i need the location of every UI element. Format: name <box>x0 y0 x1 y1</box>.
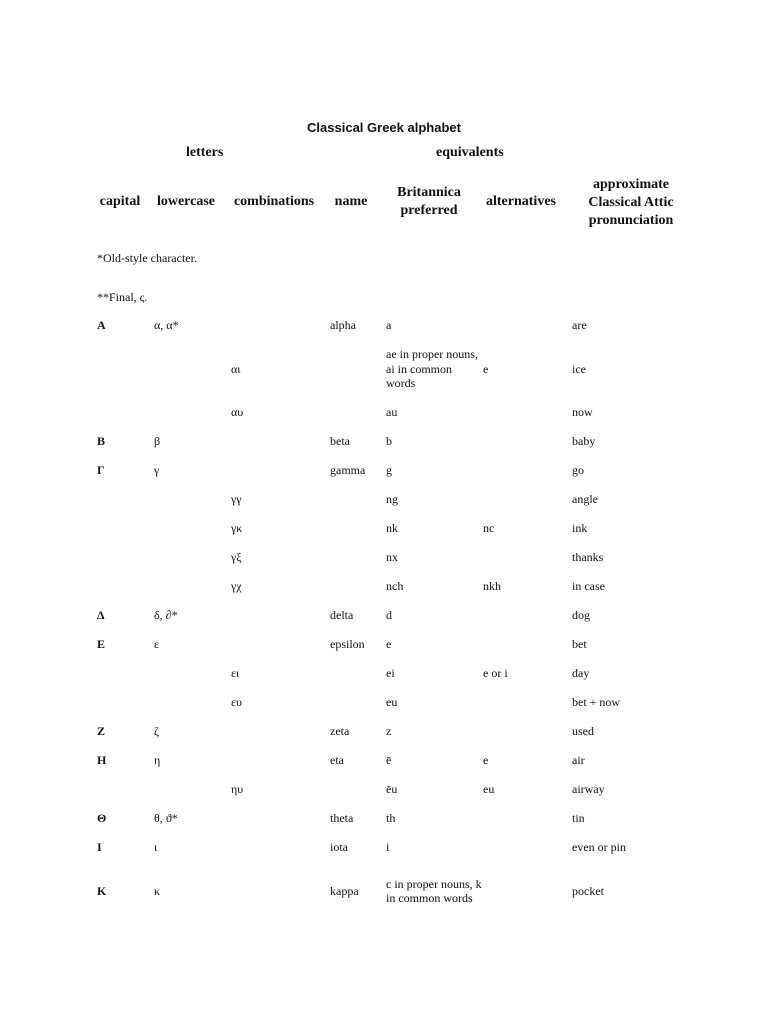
row-margin <box>0 427 97 456</box>
lowercase-letter-cell: κ <box>154 883 161 898</box>
alternative-cell <box>483 427 572 456</box>
pronunciation-cell: day <box>572 666 590 681</box>
capital-letter-cell <box>97 485 154 514</box>
lowercase-letter-cell <box>154 398 231 427</box>
table-row <box>0 456 768 485</box>
combination-cell <box>231 862 330 920</box>
pronunciation-cell: are <box>572 318 587 333</box>
table-row <box>0 659 768 688</box>
column-header-capital: capital <box>99 194 141 209</box>
alternative-cell <box>483 688 572 717</box>
combination-cell <box>231 746 330 775</box>
pronunciation-cell: tin <box>572 811 585 826</box>
combination-cell: γχ <box>231 579 242 594</box>
combination-cell: αι <box>231 361 241 376</box>
letter-name-cell: iota <box>330 840 348 855</box>
table-row <box>0 601 768 630</box>
column-header-lowercase: lowercase <box>156 194 216 209</box>
row-margin <box>0 572 97 601</box>
combination-cell <box>231 456 330 485</box>
capital-letter-cell: Ι <box>97 840 102 855</box>
pronunciation-cell: dog <box>572 608 590 623</box>
lowercase-letter-cell <box>154 775 231 804</box>
capital-letter-cell <box>97 398 154 427</box>
letter-name-cell <box>330 659 386 688</box>
table-row <box>0 485 768 514</box>
letter-name-cell <box>330 514 386 543</box>
row-margin <box>0 746 97 775</box>
table-row <box>0 833 768 862</box>
capital-letter-cell <box>97 775 154 804</box>
britannica-preferred-cell: e <box>386 637 392 652</box>
footnote-final-sigma: **Final, ς. <box>97 290 148 304</box>
capital-letter-cell: Β <box>97 434 106 449</box>
pronunciation-cell: angle <box>572 492 598 507</box>
group-heading-equivalents: equivalents <box>436 145 504 160</box>
row-margin <box>0 659 97 688</box>
letter-name-cell: epsilon <box>330 637 365 652</box>
britannica-preferred-cell: c in proper nouns, k in common words <box>386 876 482 905</box>
table-row <box>0 340 768 398</box>
letter-name-cell <box>330 572 386 601</box>
row-margin <box>0 543 97 572</box>
alphabet-table <box>0 311 768 920</box>
letter-name-cell <box>330 543 386 572</box>
table-row <box>0 688 768 717</box>
lowercase-letter-cell <box>154 543 231 572</box>
row-margin <box>0 514 97 543</box>
letter-name-cell: eta <box>330 753 344 768</box>
capital-letter-cell <box>97 659 154 688</box>
britannica-preferred-cell: ae in proper nouns, ai in common words <box>386 347 478 391</box>
alternative-cell <box>483 804 572 833</box>
combination-cell <box>231 717 330 746</box>
britannica-preferred-cell: au <box>386 405 398 420</box>
capital-letter-cell: Δ <box>97 608 105 623</box>
letter-name-cell: alpha <box>330 318 356 333</box>
row-margin <box>0 456 97 485</box>
lowercase-letter-cell: ι <box>154 840 158 855</box>
column-header-pronunciation: approximate Classical Attic pronunciation <box>588 177 674 228</box>
combination-cell: γξ <box>231 550 242 565</box>
britannica-preferred-cell: b <box>386 434 392 449</box>
lowercase-letter-cell: η <box>154 753 161 768</box>
table-row <box>0 543 768 572</box>
lowercase-letter-cell <box>154 572 231 601</box>
footnote-old-style: *Old-style character. <box>97 251 197 265</box>
table-row <box>0 862 768 920</box>
row-margin <box>0 775 97 804</box>
britannica-preferred-cell: ng <box>386 492 398 507</box>
pronunciation-cell: airway <box>572 782 605 797</box>
britannica-preferred-cell: i <box>386 840 390 855</box>
britannica-preferred-cell: nch <box>386 579 404 594</box>
alternative-cell <box>483 717 572 746</box>
britannica-preferred-cell: eu <box>386 695 398 710</box>
table-row <box>0 572 768 601</box>
combination-cell <box>231 804 330 833</box>
column-header-britannica-preferred: Britannica preferred <box>397 185 461 218</box>
row-margin <box>0 833 97 862</box>
capital-letter-cell: Α <box>97 318 106 333</box>
column-header-name: name <box>334 194 368 209</box>
table-row <box>0 717 768 746</box>
table-row <box>0 398 768 427</box>
row-margin <box>0 688 97 717</box>
row-margin <box>0 630 97 659</box>
capital-letter-cell: Η <box>97 753 107 768</box>
pronunciation-cell: in case <box>572 579 605 594</box>
lowercase-letter-cell <box>154 340 231 398</box>
britannica-preferred-cell: g <box>386 463 392 478</box>
combination-cell: ηυ <box>231 782 244 797</box>
row-margin <box>0 601 97 630</box>
table-row <box>0 630 768 659</box>
lowercase-letter-cell: ε <box>154 637 160 652</box>
alternative-cell <box>483 311 572 340</box>
combination-cell: ευ <box>231 695 242 710</box>
capital-letter-cell: Θ <box>97 811 107 826</box>
table-row <box>0 427 768 456</box>
alternative-cell: e <box>483 753 489 768</box>
lowercase-letter-cell: θ, ϑ* <box>154 811 178 826</box>
pronunciation-cell: air <box>572 753 585 768</box>
britannica-preferred-cell: nk <box>386 521 398 536</box>
alternative-cell: nkh <box>483 579 501 594</box>
lowercase-letter-cell <box>154 659 231 688</box>
alternative-cell <box>483 485 572 514</box>
britannica-preferred-cell: d <box>386 608 392 623</box>
lowercase-letter-cell: β <box>154 434 161 449</box>
britannica-preferred-cell: ē <box>386 753 392 768</box>
alternative-cell <box>483 398 572 427</box>
alternative-cell <box>483 630 572 659</box>
pronunciation-cell: pocket <box>572 883 604 898</box>
row-margin <box>0 398 97 427</box>
alternative-cell <box>483 833 572 862</box>
britannica-preferred-cell: nx <box>386 550 398 565</box>
lowercase-letter-cell <box>154 514 231 543</box>
capital-letter-cell <box>97 340 154 398</box>
row-margin <box>0 485 97 514</box>
page-title: Classical Greek alphabet <box>307 120 461 135</box>
capital-letter-cell: Ε <box>97 637 106 652</box>
pronunciation-cell: baby <box>572 434 596 449</box>
table-row <box>0 311 768 340</box>
alternative-cell: nc <box>483 521 495 536</box>
alternative-cell <box>483 862 572 920</box>
britannica-preferred-cell: a <box>386 318 392 333</box>
combination-cell <box>231 311 330 340</box>
combination-cell <box>231 630 330 659</box>
britannica-preferred-cell: ēu <box>386 782 398 797</box>
capital-letter-cell <box>97 514 154 543</box>
alternative-cell: eu <box>483 782 495 797</box>
pronunciation-cell: bet <box>572 637 587 652</box>
letter-name-cell: zeta <box>330 724 350 739</box>
lowercase-letter-cell: δ, ∂* <box>154 608 178 623</box>
letter-name-cell: delta <box>330 608 354 623</box>
alternative-cell: e or i <box>483 666 508 681</box>
table-row <box>0 775 768 804</box>
group-heading-letters: letters <box>186 145 224 160</box>
lowercase-letter-cell: α, α* <box>154 318 179 333</box>
combination-cell <box>231 427 330 456</box>
capital-letter-cell: Ζ <box>97 724 106 739</box>
row-margin <box>0 717 97 746</box>
pronunciation-cell: ice <box>572 361 586 376</box>
capital-letter-cell: Γ <box>97 463 105 478</box>
capital-letter-cell <box>97 688 154 717</box>
pronunciation-cell: used <box>572 724 594 739</box>
alternative-cell <box>483 543 572 572</box>
combination-cell: αυ <box>231 405 244 420</box>
capital-letter-cell: Κ <box>97 883 107 898</box>
britannica-preferred-cell: th <box>386 811 396 826</box>
lowercase-letter-cell <box>154 688 231 717</box>
table-row <box>0 746 768 775</box>
lowercase-letter-cell <box>154 485 231 514</box>
letter-name-cell: beta <box>330 434 350 449</box>
letter-name-cell <box>330 485 386 514</box>
pronunciation-cell: thanks <box>572 550 604 565</box>
letter-name-cell: kappa <box>330 883 359 898</box>
combination-cell: γγ <box>231 492 242 507</box>
letter-name-cell: gamma <box>330 463 366 478</box>
combination-cell: ει <box>231 666 240 681</box>
pronunciation-cell: even or pin <box>572 840 626 855</box>
column-header-alternatives: alternatives <box>486 194 556 209</box>
combination-cell <box>231 601 330 630</box>
capital-letter-cell <box>97 572 154 601</box>
letter-name-cell <box>330 775 386 804</box>
letter-name-cell: theta <box>330 811 354 826</box>
combination-cell: γκ <box>231 521 243 536</box>
lowercase-letter-cell: ζ <box>154 724 159 739</box>
table-row <box>0 514 768 543</box>
row-margin <box>0 340 97 398</box>
alternative-cell <box>483 601 572 630</box>
letter-name-cell <box>330 340 386 398</box>
capital-letter-cell <box>97 543 154 572</box>
pronunciation-cell: bet + now <box>572 695 621 710</box>
combination-cell <box>231 833 330 862</box>
alternative-cell <box>483 456 572 485</box>
pronunciation-cell: go <box>572 463 584 478</box>
letter-name-cell <box>330 688 386 717</box>
alternative-cell: e <box>483 361 489 376</box>
britannica-preferred-cell: z <box>386 724 392 739</box>
row-margin <box>0 311 97 340</box>
row-margin <box>0 804 97 833</box>
row-margin <box>0 862 97 920</box>
lowercase-letter-cell: γ <box>154 463 160 478</box>
britannica-preferred-cell: ei <box>386 666 395 681</box>
pronunciation-cell: ink <box>572 521 588 536</box>
letter-name-cell <box>330 398 386 427</box>
table-row <box>0 804 768 833</box>
pronunciation-cell: now <box>572 405 593 420</box>
column-header-combinations: combinations <box>233 194 315 209</box>
